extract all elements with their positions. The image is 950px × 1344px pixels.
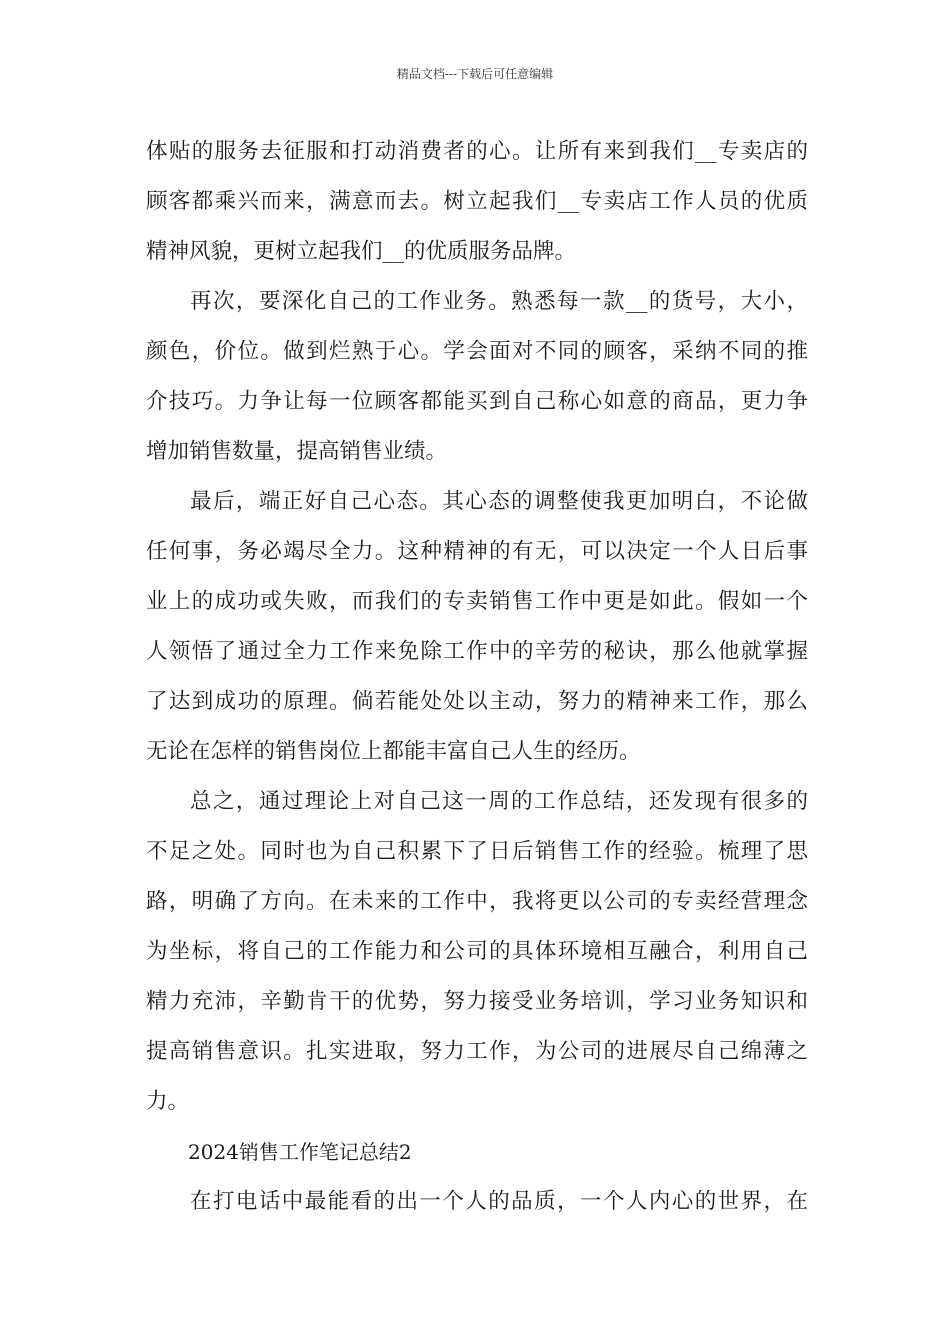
text-line: 了达到成功的原理。倘若能处处以主动，努力的精神来工作，那么	[146, 689, 808, 714]
text-line: 精力充沛，辛勤肯干的优势，努力接受业务培训，学习业务知识和	[146, 989, 808, 1014]
text-line: 顾客都乘兴而来，满意而去。树立起我们__专卖店工作人员的优质	[146, 189, 808, 214]
section-heading: 2024销售工作笔记总结2	[188, 1140, 412, 1164]
text-line: 路，明确了方向。在未来的工作中，我将更以公司的专卖经营理念	[146, 889, 808, 914]
text-line: 颜色，价位。做到烂熟于心。学会面对不同的顾客，采纳不同的推	[146, 339, 808, 364]
text-line: 业上的成功或失败，而我们的专卖销售工作中更是如此。假如一个	[146, 589, 808, 614]
text-line: 精神风貌，更树立起我们__的优质服务品牌。	[146, 239, 577, 264]
text-line: 体贴的服务去征服和打动消费者的心。让所有来到我们__专卖店的	[146, 139, 808, 164]
document-body	[146, 130, 808, 1230]
text-line: 任何事，务必竭尽全力。这种精神的有无，可以决定一个人日后事	[146, 539, 808, 564]
text-line: 不足之处。同时也为自己积累下了日后销售工作的经验。梳理了思	[146, 839, 808, 864]
text-line: 再次，要深化自己的工作业务。熟悉每一款__的货号，大小，	[190, 289, 808, 314]
text-line: 在打电话中最能看的出一个人的品质，一个人内心的世界，在	[190, 1189, 808, 1214]
text-line: 为坐标，将自己的工作能力和公司的具体环境相互融合，利用自己	[146, 939, 808, 964]
text-line: 介技巧。力争让每一位顾客都能买到自己称心如意的商品，更力争	[146, 389, 808, 414]
page-header: 精品文档---下载后可任意编辑	[396, 67, 554, 81]
text-line: 无论在怎样的销售岗位上都能丰富自己人生的经历。	[146, 739, 641, 764]
text-line: 力。	[146, 1089, 190, 1114]
text-line: 总之，通过理论上对自己这一周的工作总结，还发现有很多的	[190, 789, 808, 814]
text-line: 增加销售数量，提高销售业绩。	[146, 439, 448, 464]
text-line: 最后，端正好自己心态。其心态的调整使我更加明白，不论做	[190, 489, 808, 514]
text-line: 人领悟了通过全力工作来免除工作中的辛劳的秘诀，那么他就掌握	[146, 639, 808, 664]
text-line: 提高销售意识。扎实进取，努力工作，为公司的进展尽自己绵薄之	[146, 1039, 808, 1064]
